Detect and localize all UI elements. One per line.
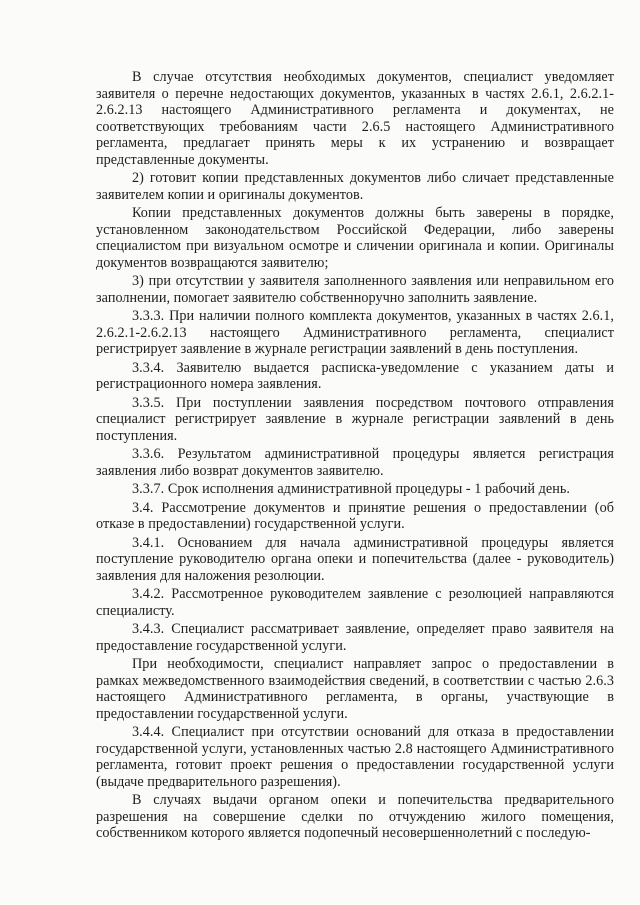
paragraph: 3.3.7. Срок исполнения административной процедуры - 1 рабочий день. [132,481,571,497]
paragraph: 3.4. Рассмотрение документов и принятие решения о предоставлении (об отказе в предоставлении) государственной услуги. [96,499,614,532]
paragraph: При необходимости, специалист направляет запрос о предоставлении в рамках межведомственного взаимодействия сведений, в соответствии с частью 2.6.3 настоящего Административного регламента, в органы, участвующие в предоставлении государственной услуги. [96,656,614,722]
paragraph: 3) при отсутствии у заявителя заполненного заявления или неправильном его заполнении, помогает заявителю собственноручно заполнить заявление. [96,273,614,306]
paragraph: В случае отсутствия необходимых документов, специалист уведомляет заявителя о перечне недостающих документов, указанных в частях 2.6.1, 2.6.2.1-2.6.2.13 настоящего Административного регламента и документах, не соответствующих требованиям части 2.6.5 настоящего Административного регламента, предлагает принять меры к их устранению и возвращает представленные документы. [96,69,614,168]
paragraph: 3.3.6. Результатом административной процедуры является регистрация заявления либо возврат документов заявителю. [96,446,614,479]
paragraph: 3.4.2. Рассмотренное руководителем заявление с резолюцией направляются специалисту. [96,586,614,619]
paragraph: 3.4.1. Основанием для начала административной процедуры является поступление руководителю органа опеки и попечительства (далее - руководитель) заявления для наложения резолюции. [96,534,614,584]
paragraph: 2) готовит копии представленных документов либо сличает представленные заявителем копии и оригиналы документов. [96,170,614,203]
paragraph: Копии представленных документов должны быть заверены в порядке, установленном законодательством Российской Федерации, либо заверены специалистом при визуальном осмотре и сличении оригинала и копии. Оригиналы документов возвращаются заявителю; [96,205,614,271]
paragraph: 3.3.5. При поступлении заявления посредством почтового отправления специалист регистрирует заявление в журнале регистрации заявлений в день поступления. [96,394,614,444]
paragraph: 3.4.4. Специалист при отсутствии оснований для отказа в предоставлении государственной услуги, установленных частью 2.8 настоящего Административного регламента, готовит проект решения о предоставлении государственной услуги (выдаче предварительного разрешения). [96,724,614,790]
paragraph: 3.3.4. Заявителю выдается расписка-уведомление с указанием даты и регистрационного номера заявления. [96,359,614,392]
paragraph: В случаях выдачи органом опеки и попечительства предварительного разрешения на совершение сделки по отчуждению жилого помещения, собственником которого является подопечный несовершеннолетний с последую- [96,792,614,841]
paragraph: 3.3.3. При наличии полного комплекта документов, указанных в частях 2.6.1, 2.6.2.1-2.6.2.13 настоящего Административного регламента, специалист регистрирует заявление в журнале регистрации заявлений в день поступления. [96,308,614,357]
paragraph: 3.4.3. Специалист рассматривает заявление, определяет право заявителя на предоставление государственной услуги. [96,621,614,654]
